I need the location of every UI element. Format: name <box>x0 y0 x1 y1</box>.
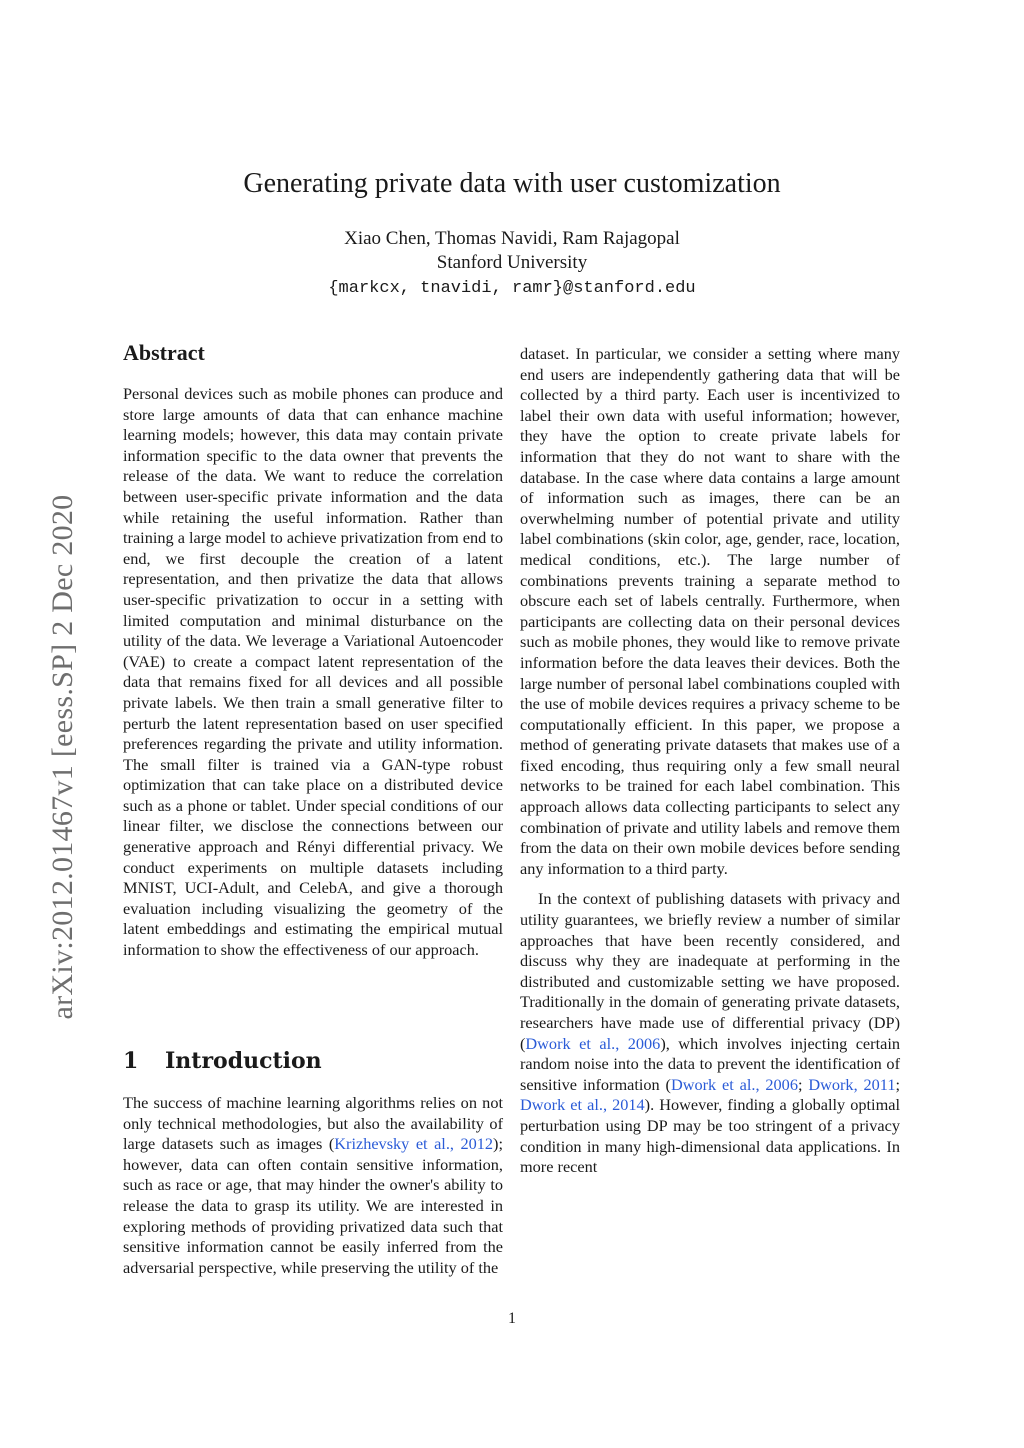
author-emails <box>0 276 1024 298</box>
citation-link[interactable]: Krizhevsky et al., 2012 <box>334 1134 494 1154</box>
arxiv-identifier: arXiv:2012.01467v1 [eess.SP] 2 Dec 2020 <box>46 494 79 1020</box>
citation-link[interactable]: Dwork, 2011 <box>808 1074 896 1094</box>
intro-paragraph-1-start <box>123 1093 503 1278</box>
introduction-heading <box>123 1048 503 1074</box>
intro-p2-text-c: ; <box>797 1074 809 1094</box>
intro-flow-left <box>123 1093 503 1278</box>
right-column <box>520 344 900 1178</box>
abstract-text: Personal devices such as mobile phones can produce and store large amounts of data that can enhance machine learning models; however, this data may contain private information specific to the data owner that prevents the release of the data. We want to reduce the correlation between user-specific private information and the data while retaining the useful information. Rather than training a large model to achieve privatization from end to end, we first decouple the creation of a latent representation, and then privatize the data that allows user-specific privatization to occur in a setting with limited computation and minimal disturbance on the utility of the data. We leverage a Variational Autoencoder (VAE) to create a compact latent representation of the data that remains fixed for all devices and all possible private labels. We then train a small generative filter to perturb the latent representation based on user specified preferences regarding the private and utility information. The small filter is trained via a GAN-type robust optimization that can take place on a distributed device such as a phone or tablet. Under special conditions of our linear filter, we disclose the connections between our generative approach and Rényi differential privacy. We conduct experiments on multiple datasets including MNIST, UCI-Adult, and CelebA, and give a thorough evaluation including visualizing the geometry of the latent embeddings and estimating the empirical mutual information to show the effectiveness of our approach. <box>123 384 503 960</box>
intro-p2-text-e: ). However, finding a globally optimal perturbation using DP may be too stringent of a privacy condition in many high-dimensional data applications. In more recent <box>520 1095 900 1177</box>
email-text: {markcx, tnavidi, ramr}@stanford.edu <box>328 279 696 298</box>
left-column <box>123 340 503 961</box>
abstract-heading: Abstract <box>123 340 205 365</box>
citation-link[interactable]: Dwork et al., 2006 <box>525 1033 661 1053</box>
author-list: Xiao Chen, Thomas Navidi, Ram Rajagopal <box>344 228 680 249</box>
intro-p1-text-b-head: ); however, data can often contain sensitive information, such as race or age, that may hinder the owner's ability to release the data to grasp its utility. We are interested in exploring methods of providing privatized data such that sensitive information cannot be easily inferred from the adversarial perspective, while preserving the utility of the <box>123 1134 503 1277</box>
intro-p2-text-d: ; <box>895 1074 900 1094</box>
citation-link[interactable]: Dwork et al., 2014 <box>520 1095 645 1115</box>
intro-paragraph-1-continued: dataset. In particular, we consider a setting where many end users are independently gathering data that will be collected by a third party. Each user is incentivized to label their own data with useful information; however, they have the option to create private labels for information that they do not want to share with the database. In the case where data contains a large amount of information such as images, there can be an overwhelming number of potential private and utility label combinations (skin color, age, gender, race, location, medical conditions, etc.). The large number of combinations prevents training a separate method to obscure each set of labels centrally. Furthermore, when participants are collecting data on their personal devices such as mobile phones, they would like to remove private information before the data leaves their devices. Both the large number of personal label combinations coupled with the use of mobile devices requires a privacy scheme to be computationally efficient. In this paper, we propose a method of generating private datasets that makes use of a fixed encoding, thus requiring only a few small neural networks to be trained for each label combination. This approach allows data collecting participants to select any combination of private and utility labels and remove them from the data on their own mobile devices before sending any information to a third party. <box>520 344 900 878</box>
section-number: 1 <box>123 1048 139 1074</box>
citation-link[interactable]: Dwork et al., 2006 <box>670 1074 798 1094</box>
intro-paragraph-2 <box>520 889 900 1177</box>
intro-p2-text-b: ), which involves injecting certain random noise into the data to prevent the identification of sensitive information ( <box>520 1033 900 1094</box>
intro-p1-text-a: The success of machine learning algorithms relies on not only technical methodologies, but also the availability of large datasets such as images ( <box>123 1093 503 1154</box>
paper-title: Generating private data with user customization <box>243 168 781 199</box>
page-number: 1 <box>508 1310 516 1327</box>
affiliation: Stanford University <box>436 252 588 273</box>
section-title: Introduction <box>165 1048 322 1074</box>
intro-p2-text-a: In the context of publishing datasets with privacy and utility guarantees, we briefly review a number of similar approaches that have been recently considered, and discuss why they are inadequate at performing in the distributed and customizable setting we have proposed. Traditionally in the domain of generating private datasets, researchers have made use of differential privacy (DP)( <box>520 889 900 1053</box>
